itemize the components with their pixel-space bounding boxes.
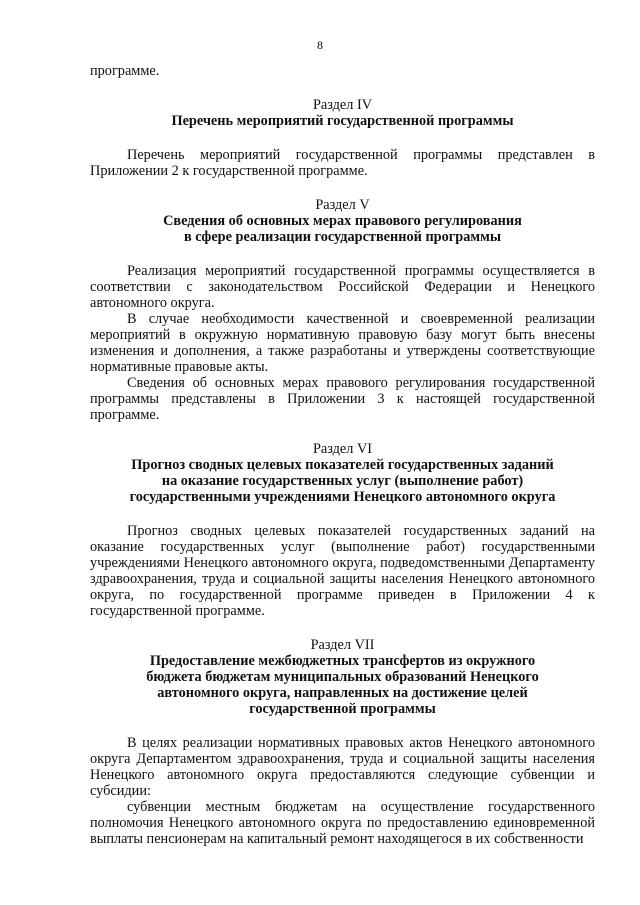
section-number: Раздел V xyxy=(315,197,370,213)
section-title xyxy=(90,457,595,505)
section-7 xyxy=(90,637,595,847)
section-title-line: Перечень мероприятий государственной программы xyxy=(171,113,514,129)
section-title-line: в сфере реализации государственной программы xyxy=(183,229,502,245)
section-title-line: Прогноз сводных целевых показателей государственных заданий xyxy=(131,457,554,473)
section-5 xyxy=(90,197,595,423)
section-title-line: государственными учреждениями Ненецкого автономного округа xyxy=(129,489,556,505)
section-4 xyxy=(90,97,595,179)
section-number: Раздел VI xyxy=(312,441,373,457)
section-title-line: на оказание государственных услуг (выполнение работ) xyxy=(161,473,524,489)
paragraph: Перечень мероприятий государственной программы представлен в Приложении 2 к государственной программе. xyxy=(90,147,595,179)
section-number: Раздел VII xyxy=(310,637,375,653)
section-title xyxy=(90,213,595,245)
section-title xyxy=(90,113,595,129)
section-title-line: Сведения об основных мерах правового регулирования xyxy=(163,213,522,229)
section-title xyxy=(90,653,595,717)
paragraph: В целях реализации нормативных правовых актов Ненецкого автономного округа Департаментом здравоохранения, труда и социальной защиты населения Ненецкого автономного округа предоставляются следующие субвенции и субсидии: xyxy=(90,735,595,799)
intro-text: программе. xyxy=(90,63,160,79)
section-title-line: бюджета бюджетам муниципальных образований Ненецкого xyxy=(146,669,539,685)
paragraph: Реализация мероприятий государственной программы осуществляется в соответствии с законодательством Российской Федерации и Ненецкого автономного округа. xyxy=(90,263,595,311)
section-title-line: государственной программы xyxy=(249,701,436,717)
section-title-line: Предоставление межбюджетных трансфертов из окружного xyxy=(149,653,536,669)
paragraph: субвенции местным бюджетам на осуществление государственного полномочия Ненецкого автономного округа по предоставлению единовременной выплаты пенсионерам на капитальный ремонт находящегося в их собственности xyxy=(90,799,595,847)
page-number: 8 xyxy=(317,38,323,52)
paragraph: Прогноз сводных целевых показателей государственных заданий на оказание государственных услуг (выполнение работ) государственными учреждениями Ненецкого автономного округа, подведомственными Департаменту здравоохранения, труда и социальной защиты населения Ненецкого автономного округа, по государственной программе приведен в Приложении 4 к государственной программе. xyxy=(90,523,595,619)
section-6 xyxy=(90,441,595,619)
paragraph: Сведения об основных мерах правового регулирования государственной программы представлены в Приложении 3 к настоящей государственной программе. xyxy=(90,375,595,423)
paragraph: В случае необходимости качественной и своевременной реализации мероприятий в окружную нормативную правовую базу могут быть внесены изменения и дополнения, а также разработаны и утверждены соответствующие нормативные правовые акты. xyxy=(90,311,595,375)
document-body xyxy=(90,63,595,847)
section-number: Раздел IV xyxy=(312,97,373,113)
section-title-line: автономного округа, направленных на достижение целей xyxy=(157,685,528,701)
